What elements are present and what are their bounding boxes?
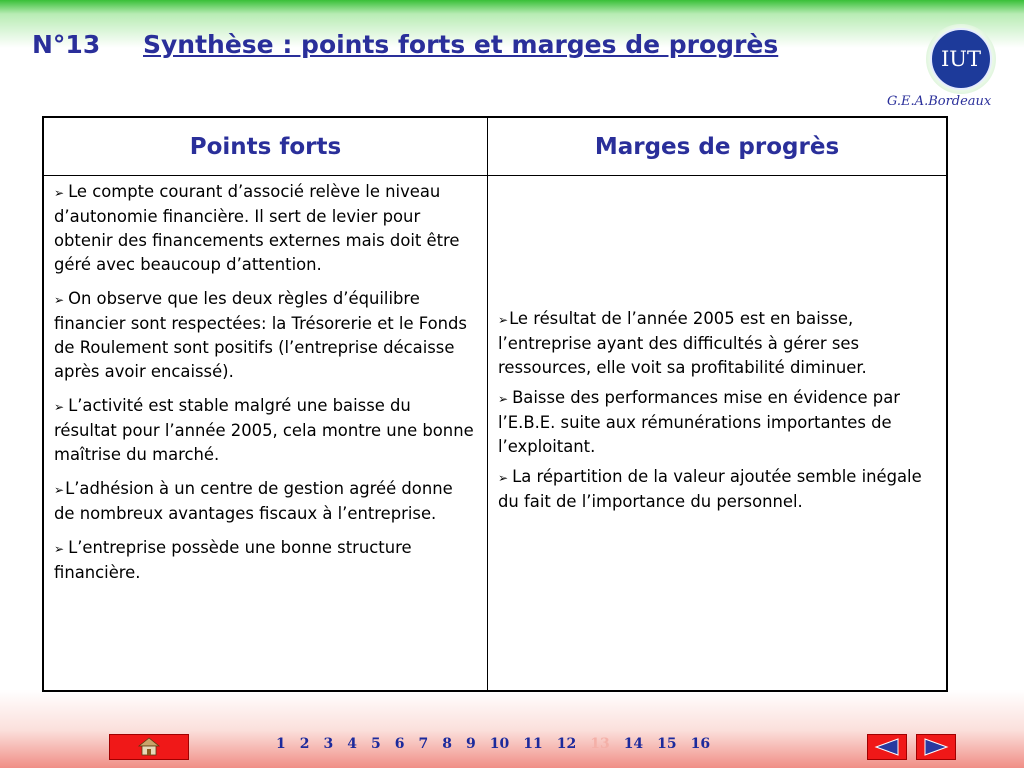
header-marges-de-progres: Marges de progrès <box>488 118 946 176</box>
page-link[interactable]: 12 <box>556 736 577 752</box>
page-link[interactable]: 5 <box>371 736 381 752</box>
page-link[interactable]: 8 <box>442 736 452 752</box>
page-link[interactable]: 2 <box>299 736 310 752</box>
list-item: ➢ L’entreprise possède une bonne structure financière. <box>54 538 412 582</box>
slide-title: Synthèse : points forts et marges de progrès <box>143 30 779 59</box>
page-link[interactable]: 9 <box>466 736 476 752</box>
list-item: ➢ La répartition de la valeur ajoutée semble inégale du fait de l’importance du personnel. <box>498 466 922 511</box>
points-forts-cell <box>44 176 488 690</box>
page-link-current[interactable]: 13 <box>590 736 610 752</box>
slide-number: N°13 <box>32 30 101 59</box>
previous-slide-button[interactable] <box>867 734 907 760</box>
home-icon <box>137 737 161 757</box>
page-navigation <box>276 736 724 752</box>
next-arrow-icon <box>923 738 949 756</box>
page-link[interactable]: 10 <box>489 736 510 752</box>
arrow-bullet-icon: ➢ <box>54 483 65 497</box>
logo-caption: G.E.A.Bordeaux <box>887 94 992 109</box>
arrow-bullet-icon: ➢ <box>498 470 509 485</box>
synthesis-table <box>42 116 948 692</box>
iut-logo-text: IUT <box>930 28 992 90</box>
page-link[interactable]: 6 <box>394 736 405 752</box>
previous-arrow-icon <box>874 738 900 756</box>
page-link[interactable]: 11 <box>523 736 543 752</box>
page-link[interactable]: 1 <box>276 736 286 752</box>
header-points-forts: Points forts <box>44 118 488 176</box>
page-link[interactable]: 3 <box>323 736 334 752</box>
page-link[interactable]: 16 <box>690 736 711 752</box>
page-link[interactable]: 4 <box>347 736 357 752</box>
arrow-bullet-icon: ➢ <box>54 542 65 556</box>
next-slide-button[interactable] <box>916 734 956 760</box>
iut-logo <box>926 24 996 94</box>
page-link[interactable]: 14 <box>623 736 644 752</box>
page-link[interactable]: 7 <box>418 736 429 752</box>
list-item: ➢ L’activité est stable malgré une baisse du résultat pour l’année 2005, cela montre une bonne maîtrise du marché. <box>54 396 474 464</box>
home-button[interactable] <box>109 734 189 760</box>
arrow-bullet-icon: ➢ <box>54 186 65 200</box>
list-item: ➢ On observe que les deux règles d’équilibre financier sont respectées: la Trésorerie et le Fonds de Roulement sont positifs (l’entreprise décaisse après avoir encaissé). <box>54 289 467 381</box>
list-item: ➢L’adhésion à un centre de gestion agréé donne de nombreux avantages fiscaux à l’entreprise. <box>54 479 453 523</box>
list-item: ➢Le résultat de l’année 2005 est en baisse, l’entreprise ayant des difficultés à gérer ses ressources, elle voit sa profitabilité diminuer. <box>498 308 867 377</box>
marges-de-progres-cell <box>488 176 946 690</box>
arrow-bullet-icon: ➢ <box>498 312 509 327</box>
arrow-bullet-icon: ➢ <box>54 400 65 414</box>
page-link[interactable]: 15 <box>657 736 677 752</box>
list-item: ➢ Baisse des performances mise en évidence par l’E.B.E. suite aux rémunérations importantes de l’exploitant. <box>498 387 900 456</box>
arrow-bullet-icon: ➢ <box>54 293 65 307</box>
arrow-bullet-icon: ➢ <box>498 391 509 406</box>
list-item: ➢ Le compte courant d’associé relève le niveau d’autonomie financière. Il sert de levier pour obtenir des financements externes mais doit être géré avec beaucoup d’attention. <box>54 182 460 274</box>
